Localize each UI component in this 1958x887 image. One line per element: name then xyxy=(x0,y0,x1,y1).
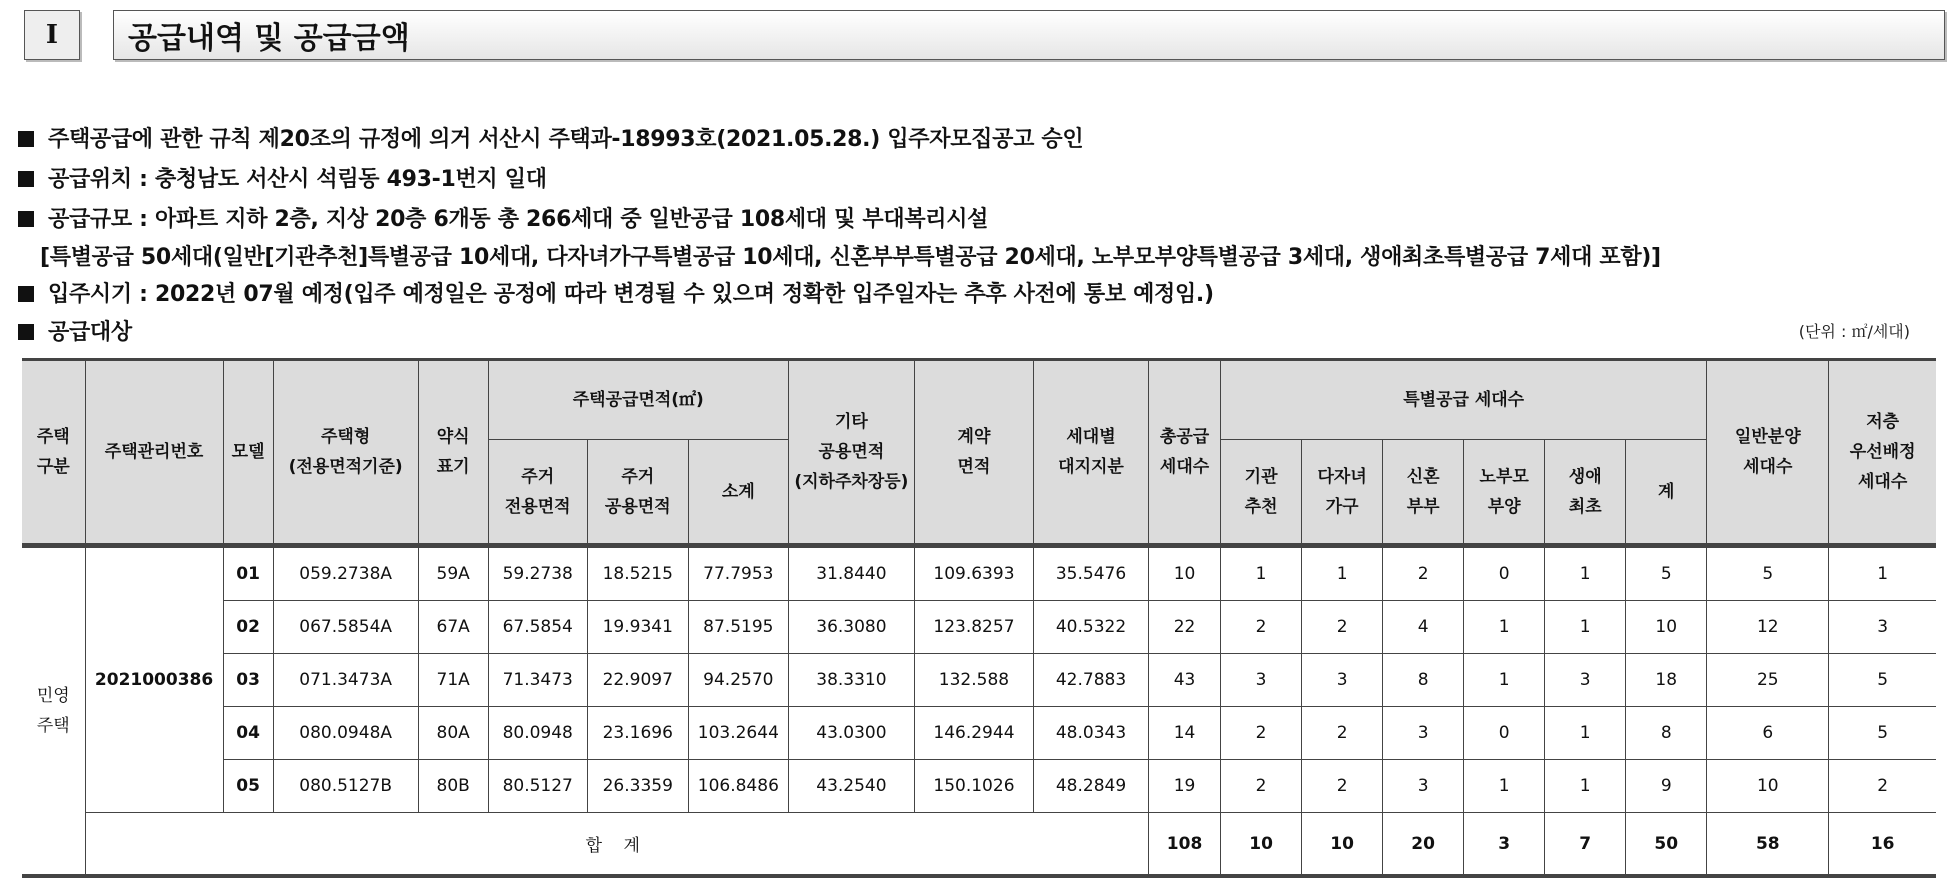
cell-multi-child: 1 xyxy=(1302,546,1383,601)
cell-general: 12 xyxy=(1707,601,1829,654)
bullet-special-supply: [특별공급 50세대(일반[기관추천]특별공급 10세대, 다자녀가구특별공급 10세대, 신혼부부특별공급 20세대, 노부모부양특별공급 3세대, 생애최초특별공급 7세대 포함)] xyxy=(40,245,1661,270)
cell-other-common: 36.3080 xyxy=(788,601,914,654)
cell-contract: 132.588 xyxy=(914,654,1033,707)
total-label: 합 계 xyxy=(85,813,1149,877)
cell-exclusive: 71.3473 xyxy=(488,654,587,707)
total-general: 58 xyxy=(1707,813,1829,877)
cell-multi-child: 2 xyxy=(1302,601,1383,654)
cell-model: 04 xyxy=(223,707,273,760)
cell-general: 25 xyxy=(1707,654,1829,707)
cell-general: 10 xyxy=(1707,760,1829,813)
cell-common: 19.9341 xyxy=(587,601,688,654)
cell-common: 26.3359 xyxy=(587,760,688,813)
cell-common: 18.5215 xyxy=(587,546,688,601)
cell-other-common: 43.0300 xyxy=(788,707,914,760)
cell-total-units: 22 xyxy=(1149,601,1221,654)
bullet-scale: 공급규모 : 아파트 지하 2층, 지상 20층 6개동 총 266세대 중 일반공급 108세대 및 부대복리시설 xyxy=(18,202,988,233)
header-multi-child: 다자녀 가구 xyxy=(1302,440,1383,546)
cell-land-share: 35.5476 xyxy=(1033,546,1148,601)
total-first-time: 7 xyxy=(1545,813,1626,877)
cell-abbr: 80A xyxy=(418,707,488,760)
total-multi-child: 10 xyxy=(1302,813,1383,877)
total-agency: 10 xyxy=(1221,813,1302,877)
cell-elderly: 1 xyxy=(1464,760,1545,813)
cell-subtotal: 87.5195 xyxy=(688,601,788,654)
cell-subtotal: 94.2570 xyxy=(688,654,788,707)
table-row xyxy=(22,654,1936,707)
square-bullet-icon xyxy=(18,171,34,187)
cell-contract: 150.1026 xyxy=(914,760,1033,813)
cell-multi-child: 3 xyxy=(1302,654,1383,707)
cell-special-total: 8 xyxy=(1626,707,1707,760)
cell-special-total: 10 xyxy=(1626,601,1707,654)
cell-total-units: 19 xyxy=(1149,760,1221,813)
table-row xyxy=(22,707,1936,760)
cell-newlywed: 8 xyxy=(1383,654,1464,707)
cell-model: 03 xyxy=(223,654,273,707)
cell-land-share: 42.7883 xyxy=(1033,654,1148,707)
cell-special-total: 18 xyxy=(1626,654,1707,707)
cell-agency: 2 xyxy=(1221,760,1302,813)
table-row xyxy=(22,760,1936,813)
cell-low-floor: 1 xyxy=(1829,546,1936,601)
cell-house-type: 080.0948A xyxy=(273,707,418,760)
cell-exclusive: 80.0948 xyxy=(488,707,587,760)
cell-house-type: 071.3473A xyxy=(273,654,418,707)
cell-elderly: 1 xyxy=(1464,654,1545,707)
header-special-total: 계 xyxy=(1626,440,1707,546)
square-bullet-icon xyxy=(18,286,34,302)
header-low-floor: 저층 우선배정 세대수 xyxy=(1829,360,1936,546)
cell-newlywed: 3 xyxy=(1383,760,1464,813)
header-land-share: 세대별 대지지분 xyxy=(1033,360,1148,546)
cell-land-share: 40.5322 xyxy=(1033,601,1148,654)
cell-common: 23.1696 xyxy=(587,707,688,760)
cell-contract: 146.2944 xyxy=(914,707,1033,760)
cell-exclusive: 80.5127 xyxy=(488,760,587,813)
cell-house-type: 080.5127B xyxy=(273,760,418,813)
cell-first-time: 1 xyxy=(1545,546,1626,601)
cell-total-units: 14 xyxy=(1149,707,1221,760)
table-row xyxy=(22,601,1936,654)
square-bullet-icon xyxy=(18,324,34,340)
mgmt-number-cell: 2021000386 xyxy=(85,546,223,813)
cell-multi-child: 2 xyxy=(1302,707,1383,760)
cell-first-time: 1 xyxy=(1545,760,1626,813)
cell-common: 22.9097 xyxy=(587,654,688,707)
cell-house-type: 059.2738A xyxy=(273,546,418,601)
section-number: I xyxy=(24,10,80,60)
header-other-common: 기타 공용면적 (지하주차장등) xyxy=(788,360,914,546)
unit-note: (단위 : ㎡/세대) xyxy=(1798,322,1910,341)
header-subtotal: 소계 xyxy=(688,440,788,546)
cell-contract: 109.6393 xyxy=(914,546,1033,601)
cell-other-common: 43.2540 xyxy=(788,760,914,813)
house-group-cell: 민영 주택 xyxy=(22,546,85,877)
total-row xyxy=(22,813,1936,877)
bullet-move-in: 입주시기 : 2022년 07월 예정(입주 예정일은 공정에 따라 변경될 수 있으며 정확한 입주일자는 추후 사전에 통보 예정임.) xyxy=(18,277,1214,308)
supply-table xyxy=(22,358,1936,878)
cell-abbr: 59A xyxy=(418,546,488,601)
cell-elderly: 1 xyxy=(1464,601,1545,654)
header-newlywed: 신혼 부부 xyxy=(1383,440,1464,546)
total-units: 108 xyxy=(1149,813,1221,877)
total-low-floor: 16 xyxy=(1829,813,1936,877)
header-contract-area: 계약 면적 xyxy=(914,360,1033,546)
cell-house-type: 067.5854A xyxy=(273,601,418,654)
cell-land-share: 48.0343 xyxy=(1033,707,1148,760)
header-agency: 기관 추천 xyxy=(1221,440,1302,546)
cell-other-common: 31.8440 xyxy=(788,546,914,601)
cell-model: 05 xyxy=(223,760,273,813)
header-elderly: 노부모 부양 xyxy=(1464,440,1545,546)
cell-subtotal: 77.7953 xyxy=(688,546,788,601)
cell-elderly: 0 xyxy=(1464,546,1545,601)
cell-exclusive: 59.2738 xyxy=(488,546,587,601)
header-house-group: 주택 구분 xyxy=(22,360,85,546)
table-row xyxy=(22,546,1936,601)
cell-agency: 2 xyxy=(1221,601,1302,654)
bullet-approval: 주택공급에 관한 규칙 제20조의 규정에 의거 서산시 주택과-18993호(2021.05.28.) 입주자모집공고 승인 xyxy=(18,122,1083,153)
cell-general: 5 xyxy=(1707,546,1829,601)
cell-newlywed: 3 xyxy=(1383,707,1464,760)
cell-model: 02 xyxy=(223,601,273,654)
cell-abbr: 71A xyxy=(418,654,488,707)
cell-low-floor: 5 xyxy=(1829,707,1936,760)
cell-first-time: 3 xyxy=(1545,654,1626,707)
header-model: 모델 xyxy=(223,360,273,546)
total-elderly: 3 xyxy=(1464,813,1545,877)
cell-first-time: 1 xyxy=(1545,707,1626,760)
header-special: 특별공급 세대수 xyxy=(1221,360,1707,440)
cell-exclusive: 67.5854 xyxy=(488,601,587,654)
header-exclusive: 주거 전용면적 xyxy=(488,440,587,546)
cell-total-units: 43 xyxy=(1149,654,1221,707)
cell-first-time: 1 xyxy=(1545,601,1626,654)
cell-general: 6 xyxy=(1707,707,1829,760)
cell-multi-child: 2 xyxy=(1302,760,1383,813)
header-abbr: 약식 표기 xyxy=(418,360,488,546)
cell-special-total: 9 xyxy=(1626,760,1707,813)
bullet-target: 공급대상 xyxy=(18,315,132,346)
cell-newlywed: 2 xyxy=(1383,546,1464,601)
bullet-location: 공급위치 : 충청남도 서산시 석림동 493-1번지 일대 xyxy=(18,162,547,193)
cell-subtotal: 106.8486 xyxy=(688,760,788,813)
section-title: 공급내역 및 공급금액 xyxy=(113,10,1945,60)
header-mgmt-no: 주택관리번호 xyxy=(85,360,223,546)
cell-newlywed: 4 xyxy=(1383,601,1464,654)
cell-special-total: 5 xyxy=(1626,546,1707,601)
cell-contract: 123.8257 xyxy=(914,601,1033,654)
cell-model: 01 xyxy=(223,546,273,601)
cell-low-floor: 3 xyxy=(1829,601,1936,654)
header-house-type: 주택형 (전용면적기준) xyxy=(273,360,418,546)
header-general: 일반분양 세대수 xyxy=(1707,360,1829,546)
header-total-units: 총공급 세대수 xyxy=(1149,360,1221,546)
cell-abbr: 80B xyxy=(418,760,488,813)
header-first-time: 생애 최초 xyxy=(1545,440,1626,546)
square-bullet-icon xyxy=(18,211,34,227)
total-special: 50 xyxy=(1626,813,1707,877)
cell-low-floor: 5 xyxy=(1829,654,1936,707)
cell-total-units: 10 xyxy=(1149,546,1221,601)
header-common: 주거 공용면적 xyxy=(587,440,688,546)
cell-agency: 3 xyxy=(1221,654,1302,707)
cell-agency: 1 xyxy=(1221,546,1302,601)
total-newlywed: 20 xyxy=(1383,813,1464,877)
cell-low-floor: 2 xyxy=(1829,760,1936,813)
cell-land-share: 48.2849 xyxy=(1033,760,1148,813)
square-bullet-icon xyxy=(18,131,34,147)
cell-abbr: 67A xyxy=(418,601,488,654)
cell-elderly: 0 xyxy=(1464,707,1545,760)
header-supply-area: 주택공급면적(㎡) xyxy=(488,360,788,440)
cell-subtotal: 103.2644 xyxy=(688,707,788,760)
cell-agency: 2 xyxy=(1221,707,1302,760)
cell-other-common: 38.3310 xyxy=(788,654,914,707)
